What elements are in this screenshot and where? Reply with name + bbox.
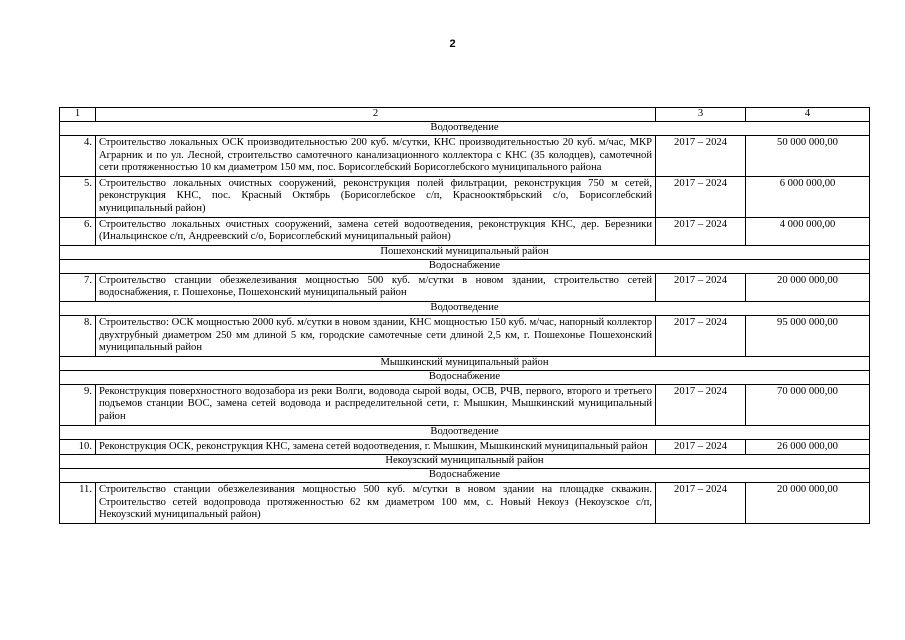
row-years: 2017 – 2024: [656, 273, 746, 301]
section-title: Водоснабжение: [60, 370, 870, 384]
page-number: 2: [449, 38, 456, 50]
section-row: [60, 301, 870, 315]
row-number: 4.: [60, 136, 96, 177]
row-number: 9.: [60, 384, 96, 425]
row-amount: 26 000 000,00: [746, 439, 870, 455]
section-row: [60, 455, 870, 469]
header-col-1: 1: [60, 108, 96, 122]
row-description: [96, 176, 656, 217]
row-description: [96, 315, 656, 356]
section-title: Водоотведение: [60, 122, 870, 136]
header-col-2: 2: [96, 108, 656, 122]
section-row: [60, 370, 870, 384]
row-description-text: Реконструкция ОСК, реконструкция КНС, замена сетей водоотведения, г. Мышкин, Мышкинский муниципальный район: [99, 440, 648, 452]
row-number: 10.: [60, 439, 96, 455]
section-row: [60, 425, 870, 439]
row-amount: 95 000 000,00: [746, 315, 870, 356]
row-description: [96, 439, 656, 455]
table-row: [60, 136, 870, 177]
section-row: [60, 356, 870, 370]
row-amount: 20 000 000,00: [746, 273, 870, 301]
section-row: [60, 469, 870, 483]
row-number: 6.: [60, 217, 96, 245]
table-row: [60, 273, 870, 301]
row-years: 2017 – 2024: [656, 217, 746, 245]
row-description-text: Реконструкция поверхностного водозабора из реки Волги, водовода сырой воды, ОСВ, РЧВ, первого, второго и третьего подъемов станции ВОС, замена сетей водовода и распределительной сети, г. Мышкин, Мышкинский муниципальный район: [99, 385, 652, 422]
table-header-row: [60, 108, 870, 122]
row-description-text: Строительство локальных очистных сооружений, замена сетей водоотведения, реконструкция КНС, дер. Березники (Инальцинское с/п, Андреевский с/о, Борисоглебский муниципальный район): [99, 218, 652, 243]
section-title: Водоотведение: [60, 425, 870, 439]
row-number: 11.: [60, 483, 96, 524]
section-title: Мышкинский муниципальный район: [60, 356, 870, 370]
table-row: [60, 439, 870, 455]
row-description-text: Строительство станции обезжелезивания мощностью 500 куб. м/сутки в новом здании на площадке скважин. Строительство сетей водопровода протяженностью 62 км диаметром 100 мм, с. Новый Некоуз (Некоузское с/п, Некоузский муниципальный район): [99, 484, 652, 521]
table-row: [60, 384, 870, 425]
row-amount: 70 000 000,00: [746, 384, 870, 425]
table-body: [60, 108, 870, 524]
row-number: 7.: [60, 273, 96, 301]
row-amount: 50 000 000,00: [746, 136, 870, 177]
row-description: [96, 273, 656, 301]
header-col-4: 4: [746, 108, 870, 122]
header-col-3: 3: [656, 108, 746, 122]
row-amount: 4 000 000,00: [746, 217, 870, 245]
section-row: [60, 245, 870, 259]
row-years: 2017 – 2024: [656, 439, 746, 455]
row-description-text: Строительство станции обезжелезивания мощностью 500 куб. м/сутки в новом здании, строительство сетей водоснабжения, г. Пошехонье, Пошехонский муниципальный район: [99, 274, 652, 299]
section-title: Водоотведение: [60, 301, 870, 315]
row-description-text: Строительство: ОСК мощностью 2000 куб. м/сутки в новом здании, КНС мощностью 150 куб. м/час, напорный коллектор двухтрубный диаметром 250 мм длиной 5 км, городские самотечные сети длиной 2,5 км, г. Пошехонье Пошехонский муниципальный район: [99, 316, 652, 354]
row-amount: 6 000 000,00: [746, 176, 870, 217]
row-description-text: Строительство локальных ОСК производительностью 200 куб. м/сутки, КНС производительностью 20 куб. м/час, МКР Аграрник и по ул. Лесной, строительство самотечного канализационного коллектора с КНС (35 колодцев), самотечной сети протяженностью 10 км диаметром 150 мм, пос. Борисоглебский Борисоглебского муниципального района: [99, 137, 652, 174]
row-description: [96, 384, 656, 425]
section-title: Пошехонский муниципальный район: [60, 245, 870, 259]
row-description: [96, 483, 656, 524]
row-years: 2017 – 2024: [656, 176, 746, 217]
table-row: [60, 176, 870, 217]
row-description: [96, 136, 656, 177]
row-number: 8.: [60, 315, 96, 356]
row-description: [96, 217, 656, 245]
section-row: [60, 259, 870, 273]
table-row: [60, 315, 870, 356]
section-row: [60, 122, 870, 136]
row-years: 2017 – 2024: [656, 136, 746, 177]
row-years: 2017 – 2024: [656, 384, 746, 425]
row-years: 2017 – 2024: [656, 315, 746, 356]
row-years: 2017 – 2024: [656, 483, 746, 524]
investment-table: [59, 107, 870, 524]
row-number: 5.: [60, 176, 96, 217]
section-title: Водоснабжение: [60, 469, 870, 483]
table-row: [60, 483, 870, 524]
row-amount: 20 000 000,00: [746, 483, 870, 524]
row-description-text: Строительство локальных очистных сооружений, реконструкция полей фильтрации, реконструкция 750 м сетей, реконструкция КНС, пос. Красный Октябрь (Борисоглебское с/п, Краснооктябрьский с/о, Борисоглебский муниципальный район): [99, 177, 652, 214]
table-row: [60, 217, 870, 245]
section-title: Водоснабжение: [60, 259, 870, 273]
section-title: Некоузский муниципальный район: [60, 455, 870, 469]
